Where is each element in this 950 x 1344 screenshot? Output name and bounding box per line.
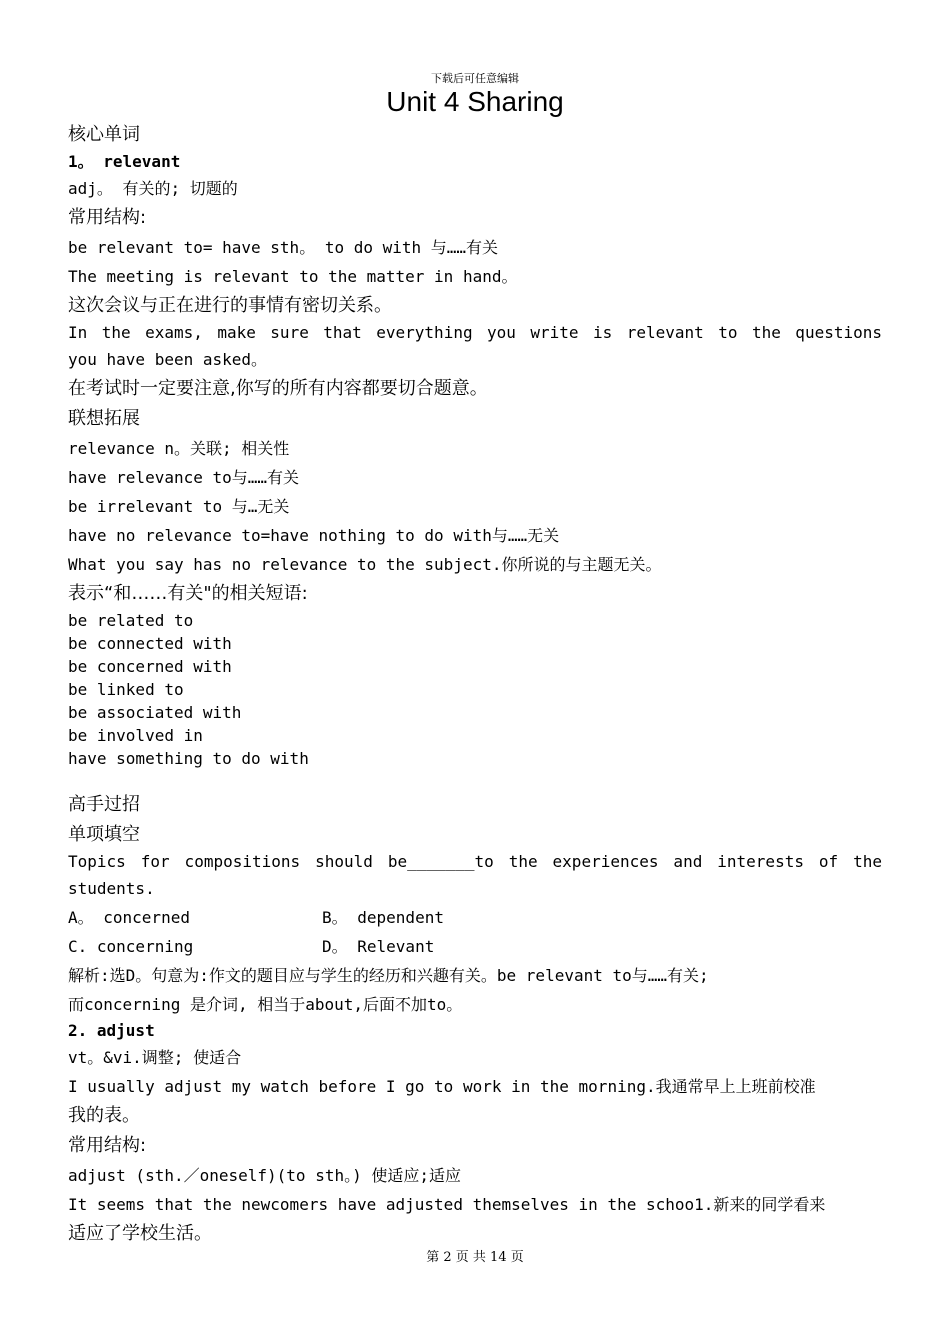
option-c: C. concerning <box>68 937 194 956</box>
options-row <box>68 903 882 932</box>
example-line: The meeting is relevant to the matter in hand。 <box>68 267 518 286</box>
question-line: Topics for compositions should be_______to the experiences and interests of the <box>68 852 882 871</box>
word-heading-adjust: 2. adjust <box>68 1021 155 1040</box>
phrase-item: be linked to <box>68 680 184 699</box>
option-b: B。 dependent <box>322 908 444 927</box>
example-line-cont: you have been asked。 <box>68 350 268 369</box>
option-a: A。 concerned <box>68 908 190 927</box>
phrase-item: be concerned with <box>68 657 232 676</box>
translation-line: 这次会议与正在进行的事情有密切关系。 <box>68 295 392 316</box>
question-line-cont: students. <box>68 879 155 898</box>
spacer <box>68 770 882 790</box>
structure-line: adjust (sth.／oneself)(to sth。) 使适应;适应 <box>68 1166 461 1185</box>
analysis-line: 而concerning 是介词, 相当于about,后面不加to。 <box>68 995 463 1014</box>
phrase-item: be connected with <box>68 634 232 653</box>
definition-line: adj。 有关的; 切题的 <box>68 179 238 198</box>
extension-line: relevance n。关联; 相关性 <box>68 439 290 458</box>
word-heading-relevant: 1。 relevant <box>68 152 181 171</box>
example-line: I usually adjust my watch before I go to work in the morning.我通常早上上班前校准 <box>68 1077 816 1096</box>
page-number: 第 2 页 共 14 页 <box>426 1250 524 1265</box>
subheading-practice: 高手过招 <box>68 794 140 815</box>
translation-line: 在考试时一定要注意,你写的所有内容都要切合题意。 <box>68 378 488 399</box>
extension-line: be irrelevant to 与…无关 <box>68 497 290 516</box>
option-d: D。 Relevant <box>322 937 435 956</box>
phrase-item: be associated with <box>68 703 242 722</box>
options-row <box>68 932 882 961</box>
subheading-structure: 常用结构: <box>68 207 147 228</box>
phrase-item: be related to <box>68 611 194 630</box>
header-note: 下载后可任意编辑 <box>431 72 519 85</box>
example-line: What you say has no relevance to the subject.你所说的与主题无关。 <box>68 555 662 574</box>
phrase-item: be involved in <box>68 726 203 745</box>
subheading-structure: 常用结构: <box>68 1135 147 1156</box>
translation-line: 适应了学校生活。 <box>68 1223 212 1244</box>
structure-line: be relevant to= have sth。 to do with 与……有关 <box>68 238 499 257</box>
section-heading-core-words: 核心单词 <box>68 124 140 145</box>
document-body <box>68 120 882 1249</box>
extension-line: have relevance to与……有关 <box>68 468 300 487</box>
translation-line: 我的表。 <box>68 1105 140 1126</box>
definition-line: vt。&vi.调整; 使适合 <box>68 1048 242 1067</box>
analysis-line: 解析:选D。句意为:作文的题目应与学生的经历和兴趣有关。be relevant to与……有关; <box>68 966 709 985</box>
example-line: In the exams, make sure that everything you write is relevant to the questions <box>68 323 882 342</box>
page-title: Unit 4 Sharing <box>386 86 564 117</box>
subheading-extension: 联想拓展 <box>68 408 140 429</box>
phrase-item: have something to do with <box>68 749 309 768</box>
subheading-phrases: 表示“和……有关"的相关短语: <box>68 583 308 604</box>
extension-line: have no relevance to=have nothing to do with与……无关 <box>68 526 560 545</box>
subheading-single-choice: 单项填空 <box>68 824 140 845</box>
example-line: It seems that the newcomers have adjusted themselves in the schoo1.新来的同学看来 <box>68 1195 826 1214</box>
